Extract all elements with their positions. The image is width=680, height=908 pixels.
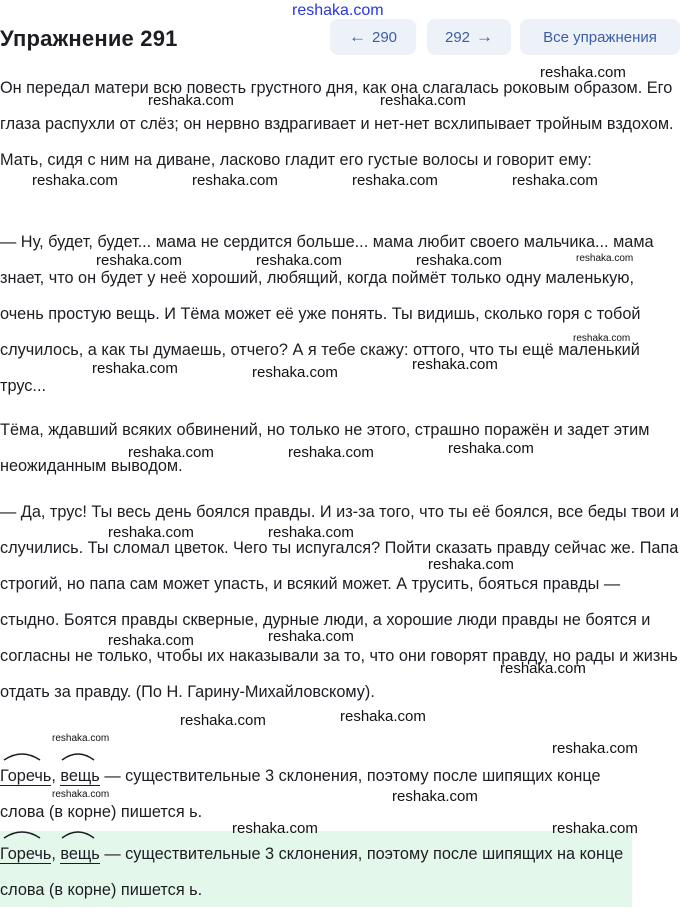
watermark: reshaka.com [108, 524, 194, 541]
watermark: reshaka.com [252, 364, 338, 381]
watermark: reshaka.com [512, 172, 598, 189]
root-arc-icon [0, 829, 44, 839]
prev-exercise-button[interactable] [330, 19, 416, 55]
exercise-paragraph-3: Тёма, ждавший всяких обвинений, но только не этого, страшно поражён и задет этим неожиданным выводом. [0, 421, 650, 475]
next-exercise-button[interactable] [427, 19, 511, 55]
morpheme-word-1 [0, 758, 51, 794]
watermark: reshaka.com [428, 556, 514, 573]
watermark: reshaka.com [448, 440, 534, 457]
watermark: reshaka.com [540, 64, 626, 81]
word-gorech: Горечь [0, 845, 52, 863]
arrow-right-icon: → [476, 27, 494, 46]
answer-rest-2: — существительные 3 склонения, поэтому после шипящих на конце слова (в корне) пишется ь. [0, 845, 624, 899]
watermark: reshaka.com [180, 712, 266, 729]
watermark: reshaka.com [412, 356, 498, 373]
watermark: reshaka.com [352, 172, 438, 189]
watermark: reshaka.com [573, 333, 631, 344]
watermark: reshaka.com [148, 92, 234, 109]
watermark: reshaka.com [416, 252, 502, 269]
watermark: reshaka.com [552, 740, 638, 757]
morpheme-word-2 [60, 836, 99, 872]
exercise-paragraph-4: — Да, трус! Ты весь день боялся правды. И из-за того, что ты её боялся, все беды твои и случились. Ты сломал цветок. Чего ты испугался? Пойти сказать правду сейчас же. Папа строгий, но папа сам может упасть, и всякий может. А трусить, бояться правды — стыдно. Боятся правды скверные, дурные люди, а хорошие люди правды не боятся и согласны не только, чтобы их наказывали за то, что они говорят правду, но рады и жизнь отдать за правду. (По Н. Гарину-Михайловскому). [0, 503, 679, 701]
watermark: reshaka.com [52, 733, 110, 744]
root-arc-icon [0, 751, 44, 761]
watermark: reshaka.com [392, 788, 478, 805]
answer-comma: , [51, 767, 56, 785]
next-exercise-label: 292 [444, 28, 471, 46]
watermark: reshaka.com [256, 252, 342, 269]
watermark: reshaka.com [32, 172, 118, 189]
all-exercises-button[interactable] [520, 19, 680, 55]
answer-text-2 [0, 836, 640, 908]
exercise-paragraph-2: — Ну, будет, будет... мама не сердится больше... мама любит своего мальчика... мама знает, что он будет у неё хороший, любящий, когда поймёт только одну маленькую, очень простую вещь. И Тёма может её уже понять. Ты видишь, сколько горя с тобой случилось, а как ты думаешь, отчего? А я тебе скажу: оттого, что ты ещё маленький трус... [0, 233, 654, 395]
watermark: reshaka.com [380, 92, 466, 109]
prev-exercise-label: 290 [371, 28, 398, 46]
watermark: reshaka.com [108, 632, 194, 649]
watermark: reshaka.com [192, 172, 278, 189]
watermark: reshaka.com [340, 708, 426, 725]
watermark: reshaka.com [128, 444, 214, 461]
watermark: reshaka.com [552, 820, 638, 837]
root-arc-icon [60, 751, 100, 761]
word-gorech: Горечь [0, 767, 52, 785]
root-arc-icon [60, 829, 100, 839]
watermark: reshaka.com [96, 252, 182, 269]
site-watermark-top[interactable]: reshaka.com [292, 2, 384, 19]
watermark: reshaka.com [268, 628, 354, 645]
watermark: reshaka.com [92, 360, 178, 377]
arrow-left-icon: ← [348, 27, 366, 46]
word-vesch: вещь [60, 845, 100, 863]
watermark: reshaka.com [576, 253, 634, 264]
watermark: reshaka.com [232, 820, 318, 837]
all-exercises-label: Все упражнения [543, 28, 657, 46]
watermark: reshaka.com [268, 524, 354, 541]
watermark: reshaka.com [52, 789, 110, 800]
watermark: reshaka.com [288, 444, 374, 461]
morpheme-word-1 [0, 836, 51, 872]
answer-comma: , [51, 845, 56, 863]
page-title: Упражнение 291 [0, 26, 178, 51]
answer-rest-1: — существительные 3 склонения, поэтому после шипящих конце слова (в корне) пишется ь. [0, 767, 601, 821]
watermark: reshaka.com [500, 660, 586, 677]
word-vesch: вещь [60, 767, 100, 785]
exercise-paragraph-1: Он передал матери всю повесть грустного дня, как она слагалась роковым образом. Его глаза распухли от слёз; он нервно вздрагивает и нет-нет всхлипывает тройным вздохом. Мать, сидя с ним на диване, ласково гладит его густые волосы и говорит ему: [0, 79, 674, 169]
